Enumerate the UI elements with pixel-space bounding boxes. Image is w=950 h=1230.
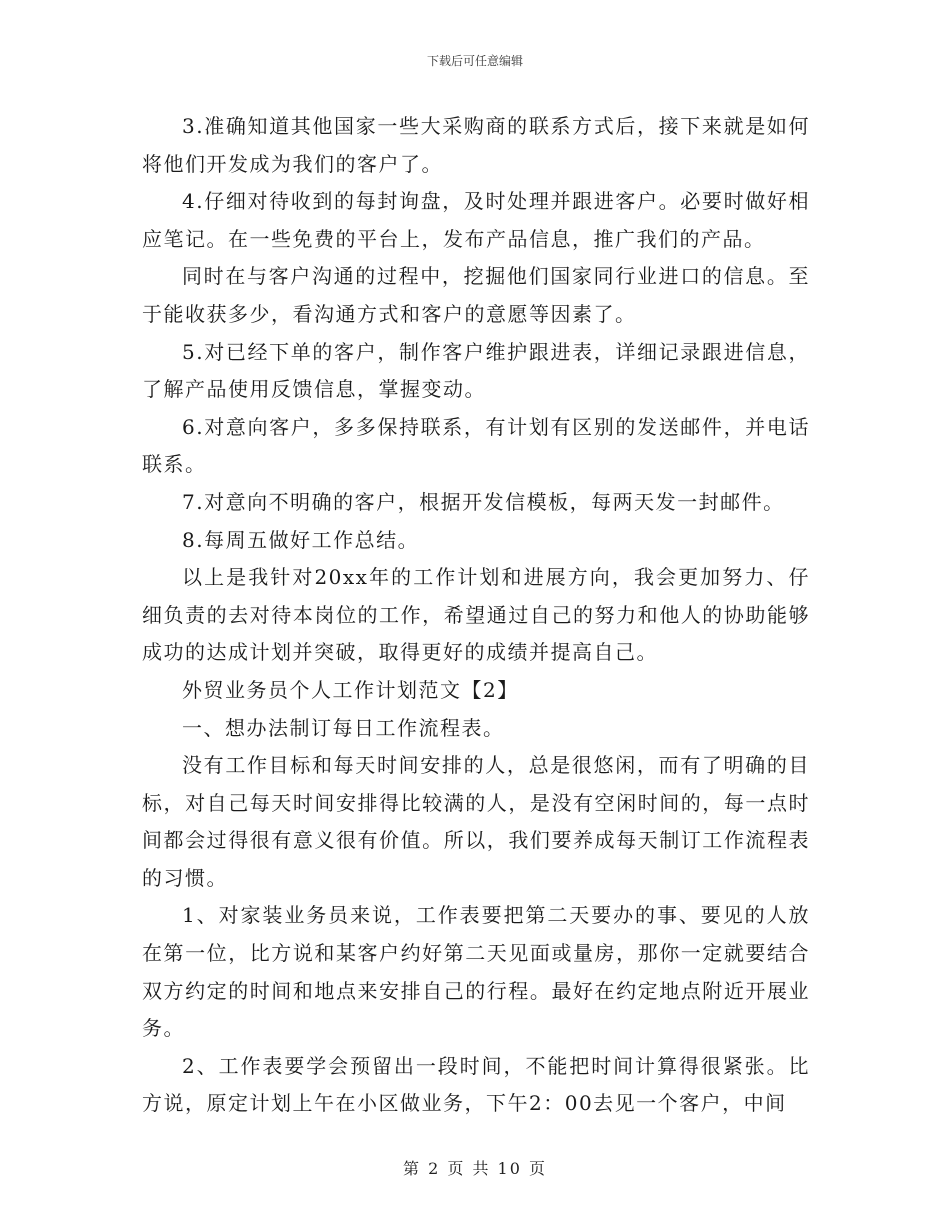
paragraph: 4.仔细对待收到的每封询盘，及时处理并跟进客户。必要时做好相应笔记。在一些免费的平台上，发布产品信息，推广我们的产品。 xyxy=(142,189,810,251)
paragraph: 2、工作表要学会预留出一段时间，不能把时间计算得很紧张。比方说，原定计划上午在小区做业务，下午2：00去见一个客户，中间 xyxy=(142,1053,810,1116)
page-header: 下载后可任意编辑 xyxy=(426,54,523,68)
section-title: 外贸业务员个人工作计划范文【2】 xyxy=(182,677,519,702)
paragraph: 1、对家装业务员来说，工作表要把第二天要办的事、要见的人放在第一位，比方说和某客户约好第二天见面或量房，那你一定就要结合双方约定的时间和地点来安排自己的行程。最好在约定地点附近开展业务。 xyxy=(142,903,810,1041)
document-body xyxy=(142,108,810,1123)
paragraph: 5.对已经下单的客户，制作客户维护跟进表，详细记录跟进信息，了解产品使用反馈信息，掌握变动。 xyxy=(142,339,810,402)
paragraph: 以上是我针对20xx年的工作计划和进展方向，我会更加努力、仔细负责的去对待本岗位的工作，希望通过自己的努力和他人的协助能够成功的达成计划并突破，取得更好的成绩并提高自己。 xyxy=(142,565,810,665)
paragraph: 8.每周五做好工作总结。 xyxy=(182,527,420,552)
paragraph: 7.对意向不明确的客户，根据开发信模板，每两天发一封邮件。 xyxy=(182,489,785,514)
paragraph: 3.准确知道其他国家一些大采购商的联系方式后，接下来就是如何将他们开发成为我们的客户了。 xyxy=(142,114,810,176)
section-heading: 一、想办法制订每日工作流程表。 xyxy=(182,715,505,740)
paragraph: 没有工作目标和每天时间安排的人，总是很悠闲，而有了明确的目标，对自己每天时间安排得比较满的人，是没有空闲时间的，每一点时间都会过得很有意义很有价值。所以，我们要养成每天制订工作流程表的习惯。 xyxy=(142,753,810,890)
page-footer: 第 2 页 共 10 页 xyxy=(403,1159,547,1178)
paragraph: 6.对意向客户，多多保持联系，有计划有区别的发送邮件，并电话联系。 xyxy=(142,414,810,477)
paragraph: 同时在与客户沟通的过程中，挖掘他们国家同行业进口的信息。至于能收获多少，看沟通方式和客户的意愿等因素了。 xyxy=(142,264,810,326)
